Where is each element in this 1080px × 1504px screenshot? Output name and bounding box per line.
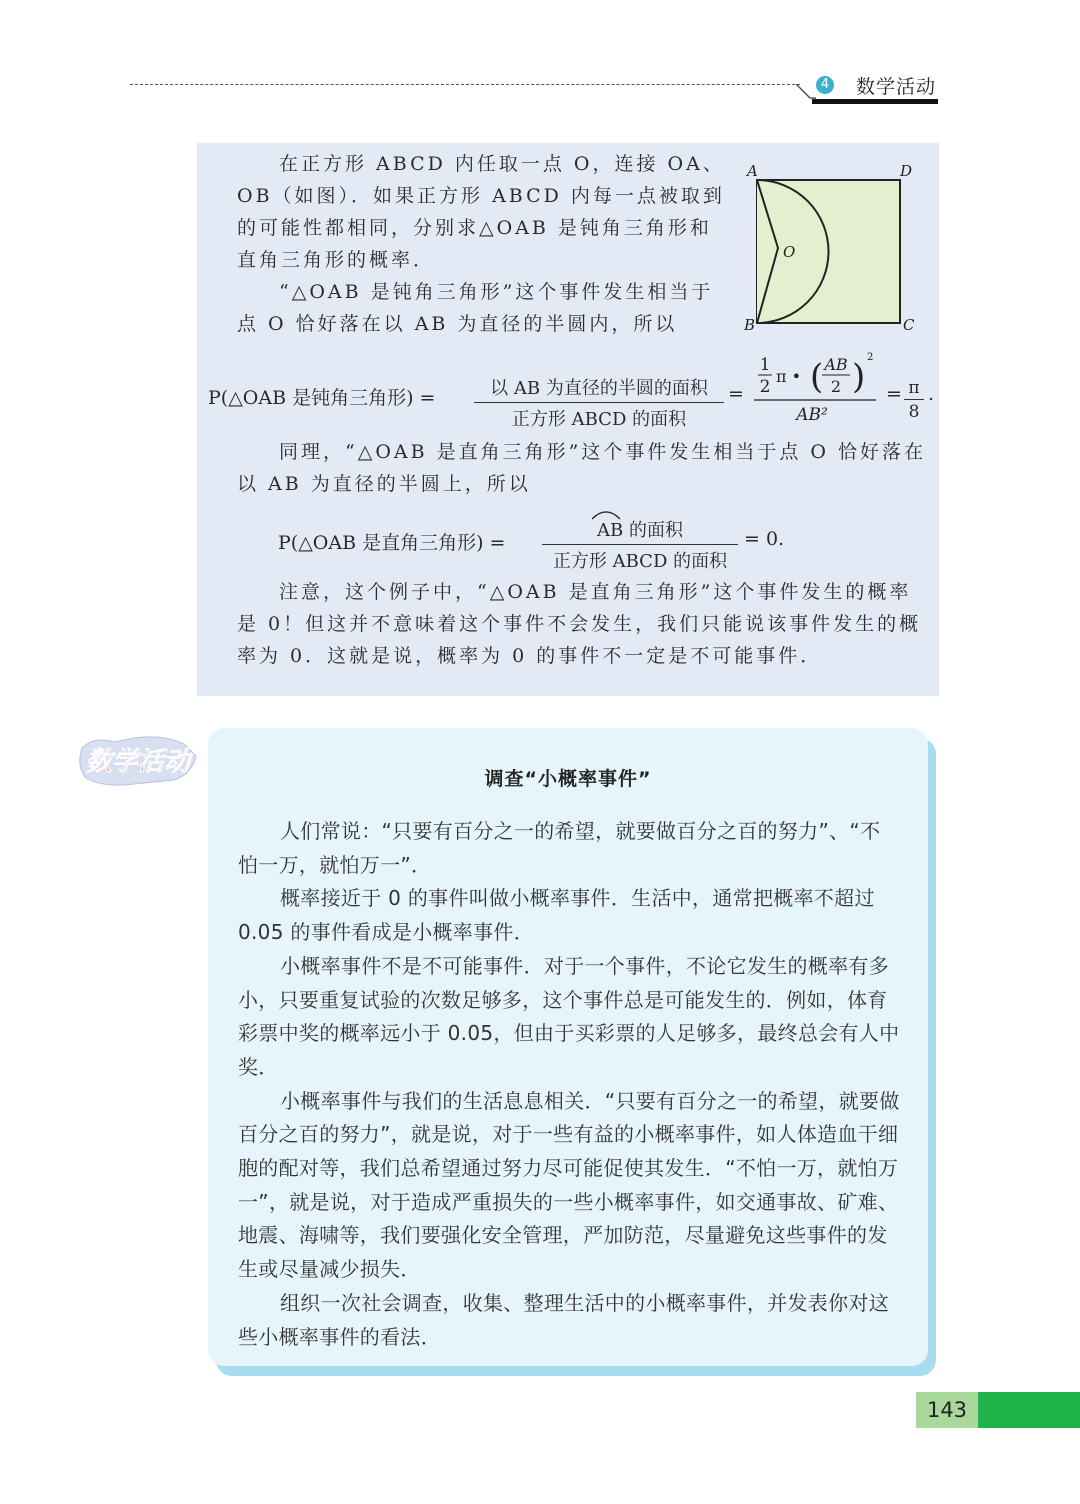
arc-symbol [590, 508, 622, 520]
svg-text:): ) [852, 357, 866, 397]
formula2-lhs: P(△OAB 是直角三角形) = [278, 532, 506, 554]
formula1-result-numerator: π [904, 378, 924, 400]
figure-label-d: D [900, 162, 913, 180]
formula2-fraction [542, 516, 738, 573]
svg-text:(: ( [810, 357, 824, 397]
svg-text:AB: AB [824, 355, 848, 374]
formula1-fraction-1 [474, 374, 724, 431]
formula2-numerator: AB 的面积 [542, 516, 738, 545]
formula2-rhs: = 0. [744, 528, 785, 550]
formula1-frac2-denominator: AB² [796, 405, 828, 425]
example-paragraph-3: 同理，“△OAB 是直角三角形”这个事件发生相当于点 O 恰好落在以 AB 为直径的半圆上，所以 [237, 441, 926, 495]
chapter-number-badge: 4 [816, 76, 834, 94]
figure-label-o: O [783, 243, 796, 261]
activity-paragraph: 小概率事件与我们的生活息息相关．“只要有百分之一的希望，就要做百分之百的努力”，就是说，对于一些有益的小概率事件，如人体造血干细胞的配对等，我们总希望通过努力尽可能促使其发生．“不怕一万，就怕万一”，就是说，对于造成严重损失的一些小概率事件，如交通事故、矿难、地震、海啸等，我们要强化安全管理，严加防范，尽量避免这些事件的发生或尽量减少损失． [238, 1088, 900, 1282]
svg-text:π •: π • [776, 367, 802, 386]
math-activity-badge [74, 730, 202, 790]
example-paragraph-1: 在正方形 ABCD 内任取一点 O，连接 OA、OB（如图）．如果正方形 ABCD 内每一点被取到的可能性都相同，分别求△OAB 是钝角三角形和直角三角形的概率． [237, 153, 725, 271]
page-number: 143 [916, 1392, 978, 1428]
formula-obtuse [208, 350, 938, 430]
formula2-denominator: 正方形 ABCD 的面积 [552, 551, 728, 572]
activity-paragraph: 概率接近于 0 的事件叫做小概率事件．生活中，通常把概率不超过 0.05 的事件看成是小概率事件． [238, 886, 875, 945]
example-paragraph-4: 注意，这个例子中，“△OAB 是直角三角形”这个事件发生的概率是 0！但这并不意味着这个事件不会发生，我们只能说该事件发生的概率为 0．这就是说，概率为 0 的事件不一定是不可能事件． [237, 581, 922, 667]
example-intro [237, 148, 727, 340]
example-paragraph-3-wrap [237, 436, 927, 500]
formula1-equals-2: = [886, 383, 902, 405]
formula1-fraction-2 [752, 350, 882, 426]
activity-paragraph: 小概率事件不是不可能事件．对于一个事件，不论它发生的概率有多小，只要重复试验的次数足够多，这个事件总是可能发生的．例如，体育彩票中奖的概率远小于 0.05，但由于买彩票的人足够多，最终总会有人中奖． [238, 953, 900, 1079]
activity-paragraph: 组织一次社会调查，收集、整理生活中的小概率事件，并发表你对这些小概率事件的看法． [238, 1290, 889, 1349]
figure-label-b: B [744, 316, 756, 334]
figure-label-a: A [747, 162, 758, 180]
square-semicircle-figure [742, 160, 922, 340]
example-paragraph-2: “△OAB 是钝角三角形”这个事件发生相当于点 O 恰好落在以 AB 为直径的半圆内，所以 [237, 281, 714, 335]
page-number-bar [978, 1392, 1080, 1428]
formula1-result-denominator: 8 [908, 402, 920, 422]
badge-text: 数学活动 [85, 747, 191, 777]
activity-title: 调查“小概率事件” [484, 768, 652, 790]
figure-label-c: C [903, 316, 915, 334]
example-paragraph-4-wrap [237, 576, 927, 672]
svg-text:2: 2 [830, 377, 842, 396]
activity-paragraph: 人们常说：“只要有百分之一的希望，就要做百分之百的努力”、“不怕一万，就怕万一”． [238, 819, 881, 877]
activity-body [238, 815, 900, 1354]
header-dashed-rule [130, 84, 800, 85]
svg-text:2: 2 [759, 377, 771, 397]
formula1-lhs: P(△OAB 是钝角三角形) = [208, 387, 436, 409]
formula-right [278, 508, 838, 572]
formula1-equals-1: = [728, 383, 744, 405]
chapter-title: 数学活动 [856, 76, 937, 98]
svg-text:2: 2 [867, 352, 874, 363]
formula1-period: . [928, 383, 935, 405]
formula1-frac1-numerator: 以 AB 为直径的半圆的面积 [474, 374, 724, 403]
formula1-result-fraction [904, 378, 924, 422]
header-underline-bar [812, 99, 938, 104]
formula1-frac1-denominator: 正方形 ABCD 的面积 [511, 409, 687, 430]
svg-text:1: 1 [759, 355, 771, 375]
